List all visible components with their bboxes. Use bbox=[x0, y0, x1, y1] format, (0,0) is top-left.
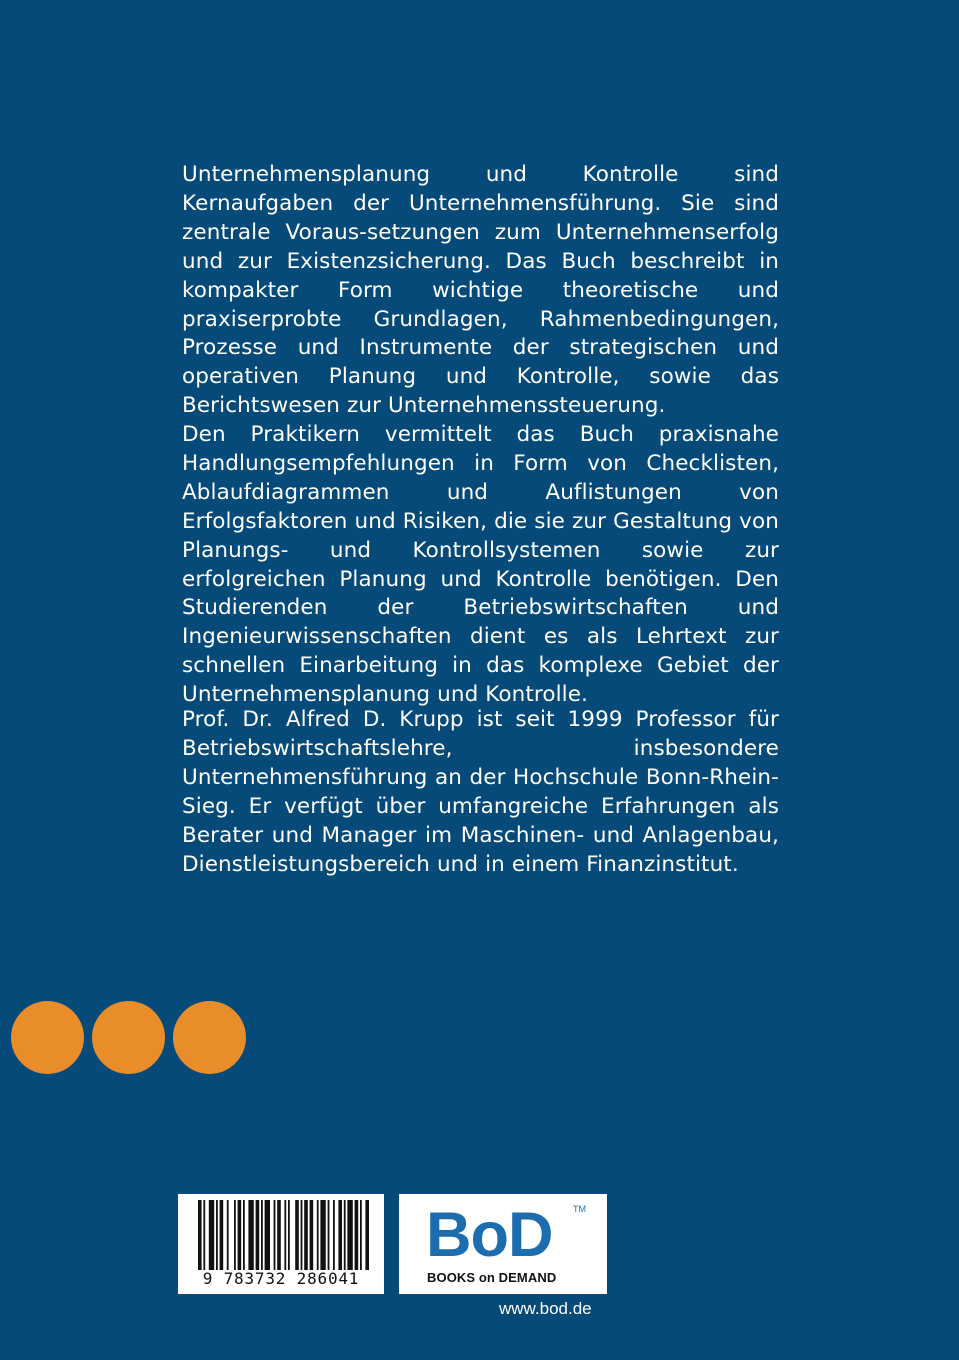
barcode-bar bbox=[243, 1200, 245, 1270]
barcode-bar bbox=[344, 1200, 346, 1270]
barcode-bar bbox=[209, 1200, 214, 1270]
barcode-bar bbox=[234, 1200, 236, 1270]
barcode-digits: 9 783732 286041 bbox=[202, 1269, 360, 1288]
orange-dot-icon bbox=[173, 1001, 246, 1074]
barcode-bar bbox=[301, 1200, 303, 1270]
barcode-bar bbox=[277, 1200, 281, 1270]
blurb-paragraph-audience-text: Den Praktikern vermittelt das Buch praxisnahe Handlungsempfehlungen in Form von Checklisten, Ablaufdiagrammen und Auflistungen von Erfolgsfaktoren und Risiken, die sie zur Gestaltung von Planungs- und Kontrollsystemen sowie zur erfolgreichen Planung und Kontrolle benötigen. Den Studierenden der Betriebswirtschaften und Ingenieurwissenschaften dient es als Lehrtext zur schnellen Einarbeitung in das komplexe Gebiet der Unternehmensplanung und Kontrolle. bbox=[182, 422, 779, 708]
barcode-bar bbox=[265, 1200, 270, 1270]
publisher-tagline: BOOKS on DEMAND bbox=[427, 1270, 557, 1285]
barcode-bar bbox=[248, 1200, 253, 1270]
trademark-mark: TM bbox=[573, 1204, 586, 1214]
barcode-bar bbox=[347, 1200, 352, 1270]
barcode-bar bbox=[333, 1200, 335, 1270]
barcode-bar bbox=[227, 1200, 229, 1270]
publisher-logo bbox=[399, 1194, 607, 1294]
barcode-bar bbox=[295, 1200, 299, 1270]
barcode-bar bbox=[365, 1200, 369, 1270]
barcode-bar bbox=[238, 1200, 242, 1270]
barcode-bar bbox=[203, 1200, 205, 1270]
orange-dot-icon bbox=[92, 1001, 165, 1074]
isbn-barcode bbox=[178, 1194, 384, 1294]
barcode-bar bbox=[274, 1200, 276, 1270]
barcode-bar bbox=[261, 1200, 263, 1270]
barcode-bar bbox=[328, 1200, 330, 1270]
barcode-bar bbox=[304, 1200, 308, 1270]
barcode-bar bbox=[256, 1200, 260, 1270]
blurb-paragraph-author-text: Prof. Dr. Alfred D. Krupp ist seit 1999 Professor für Betriebswirtschaftslehre, insbesondere Unternehmensführung an der Hochschule Bonn-Rhein-Sieg. Er verfügt über umfangreiche Erfahrungen als Berater und Manager im Maschinen- und Anlagenbau, Dienstleistungsbereich und in einem Finanzinstitut. bbox=[182, 707, 779, 877]
orange-dot-icon bbox=[11, 1001, 84, 1074]
barcode-bar bbox=[310, 1200, 314, 1270]
blurb-paragraph-intro bbox=[182, 161, 779, 421]
barcode-bar bbox=[216, 1200, 218, 1270]
barcode-bar bbox=[220, 1200, 224, 1270]
blurb-paragraph-audience bbox=[182, 421, 779, 710]
barcode-bar bbox=[355, 1200, 359, 1270]
barcode-bar bbox=[288, 1200, 290, 1270]
barcode-bar bbox=[320, 1200, 325, 1270]
barcode-bar bbox=[317, 1200, 319, 1270]
barcode-bar bbox=[360, 1200, 362, 1270]
decorative-dots bbox=[11, 1001, 246, 1074]
barcode-bar bbox=[198, 1200, 202, 1270]
publisher-website: www.bod.de bbox=[499, 1299, 592, 1318]
barcode-bar bbox=[284, 1200, 286, 1270]
bod-logo-text: BoD bbox=[426, 1200, 553, 1270]
blurb-paragraph-intro-text: Unternehmensplanung und Kontrolle sind Kernaufgaben der Unternehmensführung. Sie sind zentrale Voraus-setzungen zum Unternehmenserfolg und zur Existenzsicherung. Das Buch beschreibt in kompakter Form wichtige theoretische und praxiserprobte Grundlagen, Rahmenbedingungen, Prozesse und Instrumente der strategischen und operativen Planung und Kontrolle, sowie das Berichtswesen zur Unternehmenssteuerung. bbox=[182, 162, 779, 419]
barcode-bar bbox=[338, 1200, 342, 1270]
blurb-paragraph-author bbox=[182, 706, 779, 879]
